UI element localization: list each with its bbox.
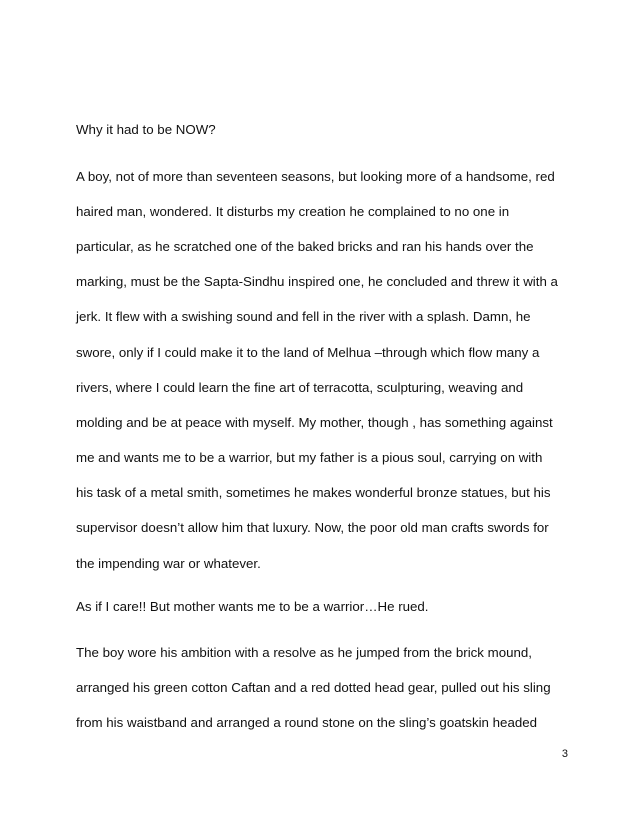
text-line: swore, only if I could make it to the land of Melhua –through which flow many a [76,345,540,360]
text-line: from his waistband and arranged a round stone on the sling’s goatskin headed [76,715,538,730]
text-line: marking, must be the Sapta-Sindhu inspired one, he concluded and threw it with a [76,274,558,289]
text-line: particular, as he scratched one of the baked bricks and ran his hands over the [76,239,534,254]
chapter-heading: Why it had to be NOW? [76,122,216,137]
page-number: 3 [561,748,568,760]
text-line: arranged his green cotton Caftan and a red dotted head gear, pulled out his sling [76,680,551,695]
text-line: As if I care!! But mother wants me to be a warrior…He rued. [76,599,429,614]
text-line: A boy, not of more than seventeen seasons, but looking more of a handsome, red [76,169,555,184]
text-line: supervisor doesn’t allow him that luxury. Now, the poor old man crafts swords for [76,520,549,535]
text-line: the impending war or whatever. [76,556,261,571]
text-line: jerk. It flew with a swishing sound and fell in the river with a splash. Damn, he [76,309,531,324]
text-line: The boy wore his ambition with a resolve as he jumped from the brick mound, [76,645,533,660]
text-line: molding and be at peace with myself. My mother, though , has something against [76,415,553,430]
text-line: his task of a metal smith, sometimes he makes wonderful bronze statues, but his [76,485,551,500]
text-line: rivers, where I could learn the fine art of terracotta, sculpturing, weaving and [76,380,524,395]
text-line: haired man, wondered. It disturbs my creation he complained to no one in [76,204,510,219]
text-line: me and wants me to be a warrior, but my father is a pious soul, carrying on with [76,450,543,465]
